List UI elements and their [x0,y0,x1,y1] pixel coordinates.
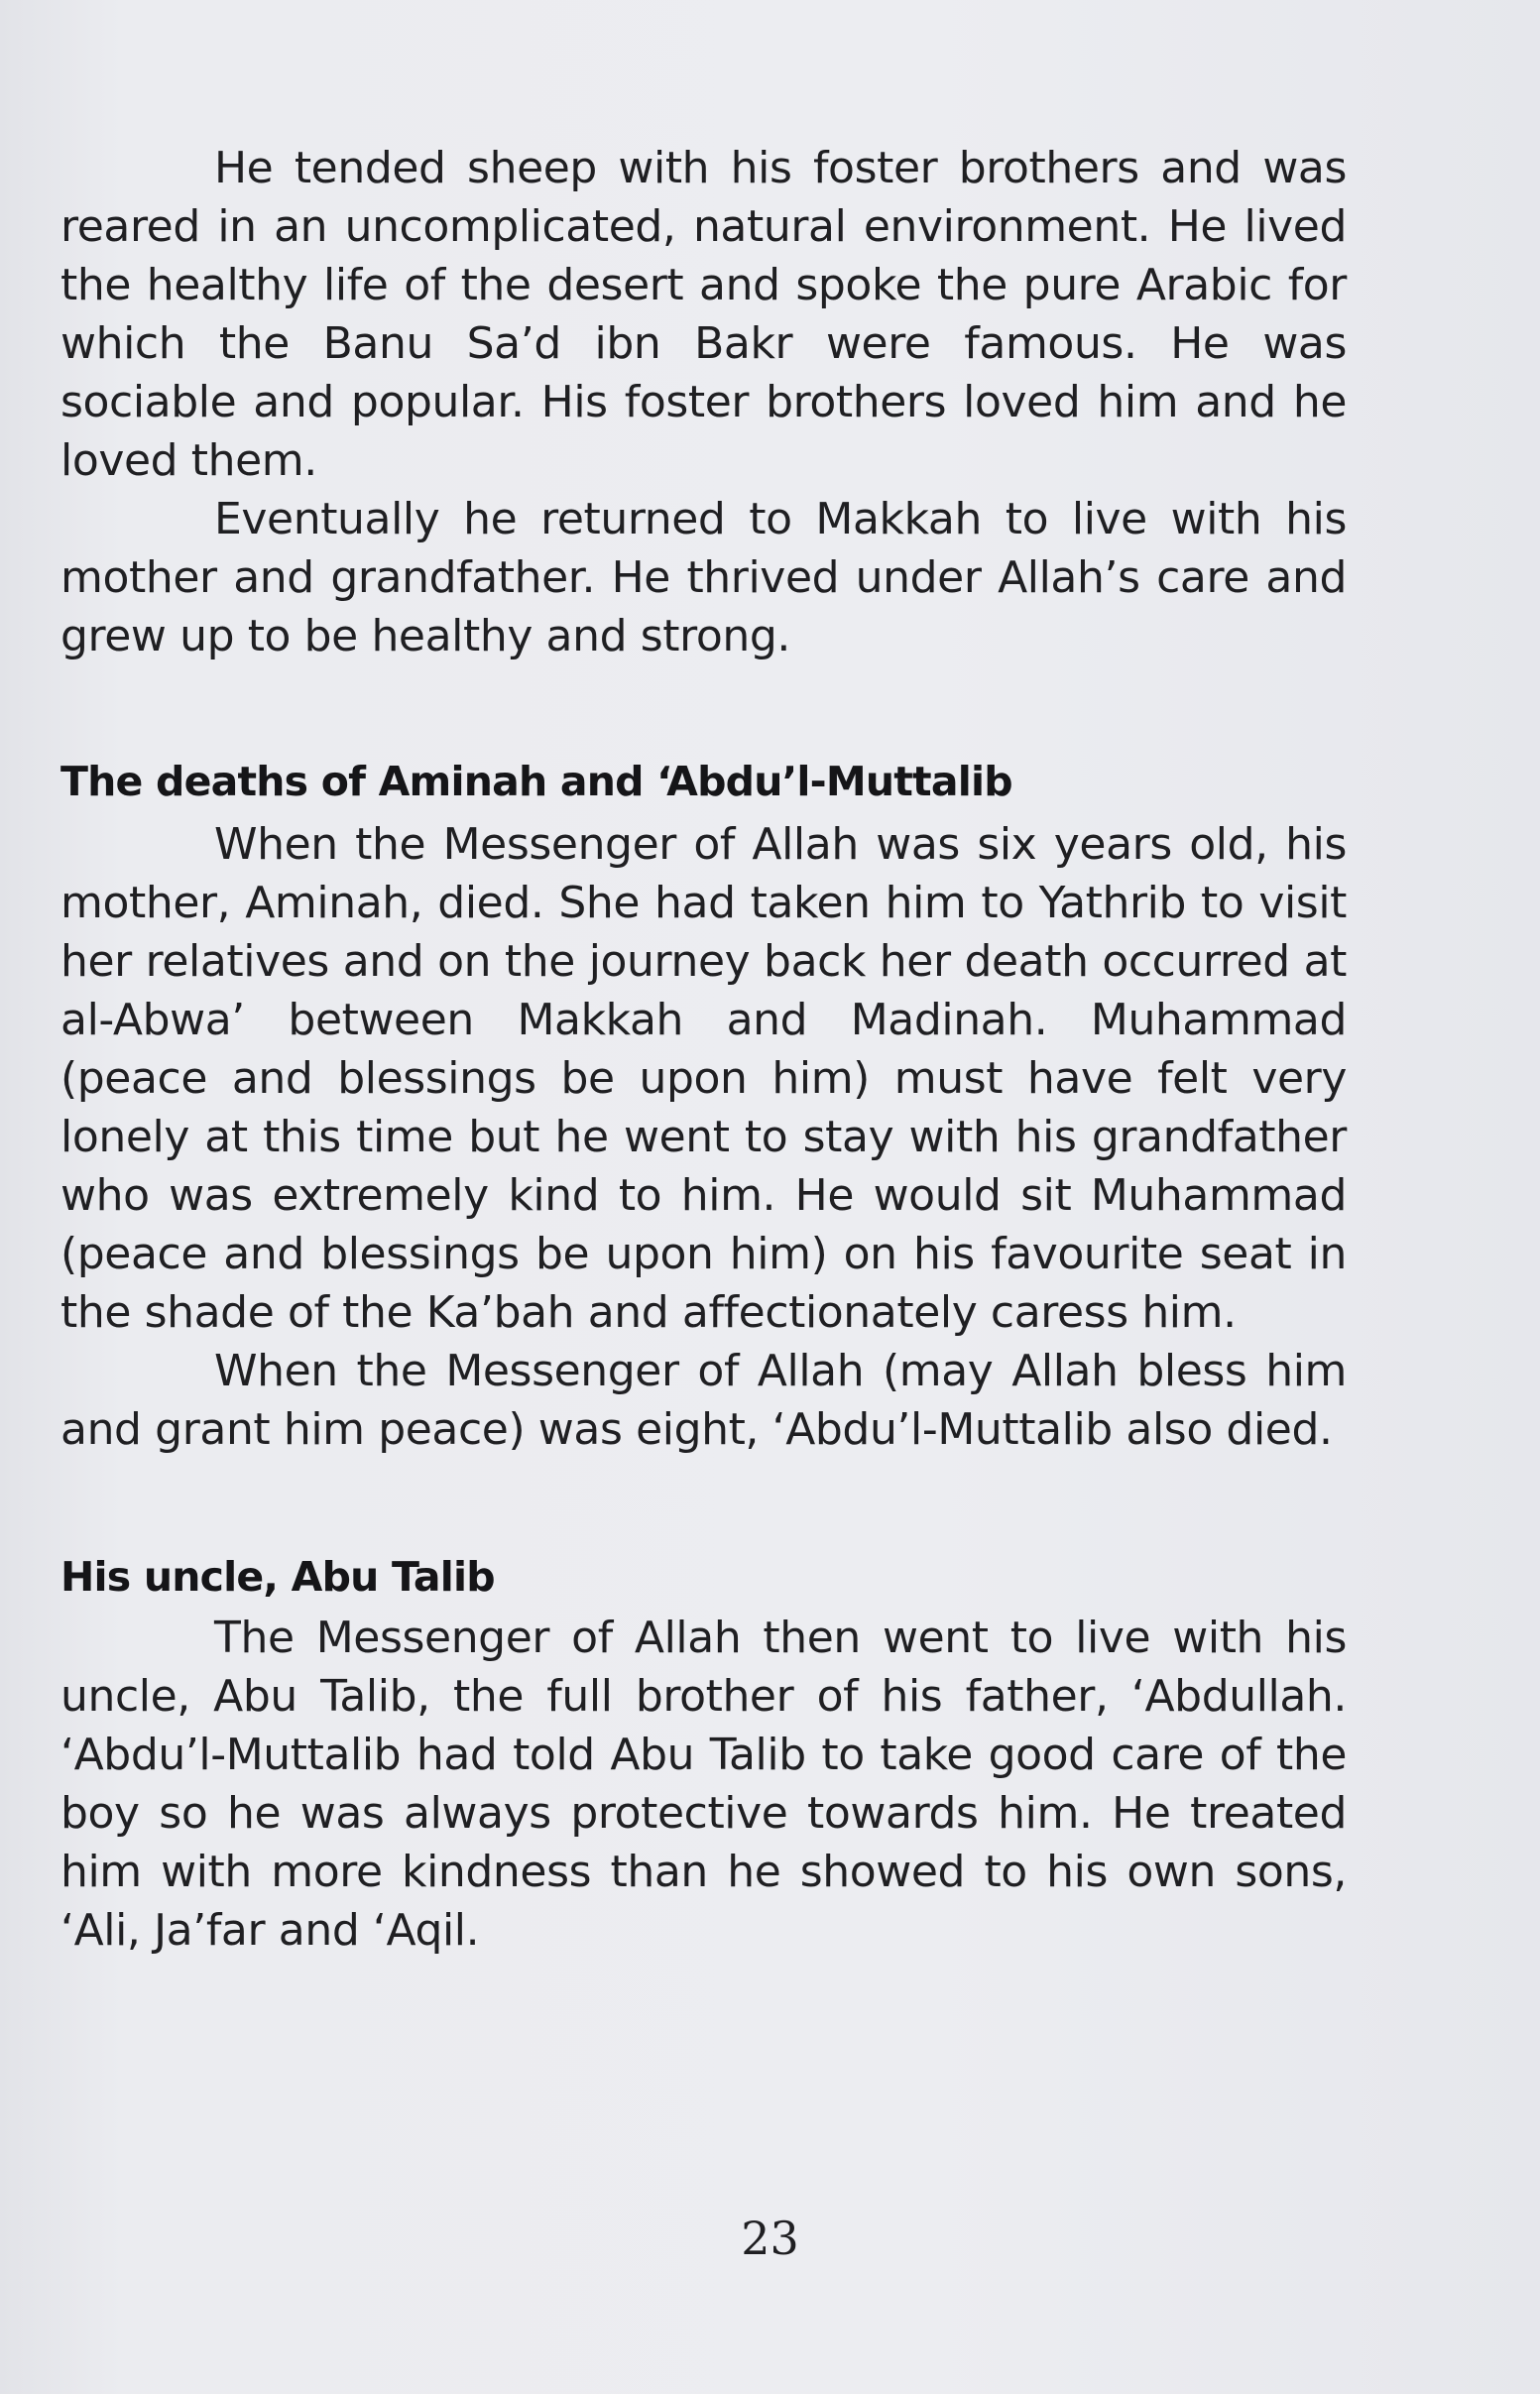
page-number: 23 [741,2212,799,2265]
paragraph-death-of-aminah: When the Messenger of Allah was six years old, his mother, Aminah, died. She had taken him to Yathrib to visit her relatives and on the journey back her death occurred at al-Abwa’ between Makkah and Madinah. Muhammad (peace and blessings be upon him) must have felt very lonely at this time but he went to stay with his grandfather who was extremely kind to him. He would sit Muhammad (peace and blessings be upon him) on his favourite seat in the shade of the Ka’bah and affectionately caress him. [60,819,1347,1338]
section-heading-abu-talib: His uncle, Abu Talib [60,1553,495,1601]
paragraph-abu-talib: The Messenger of Allah then went to live with his uncle, Abu Talib, the full brother of his father, ‘Abdullah. ‘Abdu’l-Muttalib had told Abu Talib to take good care of the boy so he was always protective towards him. He treated him with more kindness than he showed to his own sons, ‘Ali, Ja’far and ‘Aqil. [60,1613,1347,1956]
paragraph-foster-brothers: He tended sheep with his foster brothers and was reared in an uncomplicated, natural environment. He lived the healthy life of the desert and spoke the pure Arabic for which the Banu Sa’d ibn Bakr were famous. He was sociable and popular. His foster brothers loved him and he loved them. [60,143,1347,486]
section-heading-deaths: The deaths of Aminah and ‘Abdu’l-Muttalib [60,758,1012,805]
paragraph-death-of-abdul-muttalib: When the Messenger of Allah (may Allah bless him and grant him peace) was eight, ‘Abdu’l-Muttalib also died. [60,1346,1347,1455]
paragraph-return-to-makkah: Eventually he returned to Makkah to live with his mother and grandfather. He thrived under Allah’s care and grew up to be healthy and strong. [60,494,1347,661]
body-text [60,139,1347,1960]
